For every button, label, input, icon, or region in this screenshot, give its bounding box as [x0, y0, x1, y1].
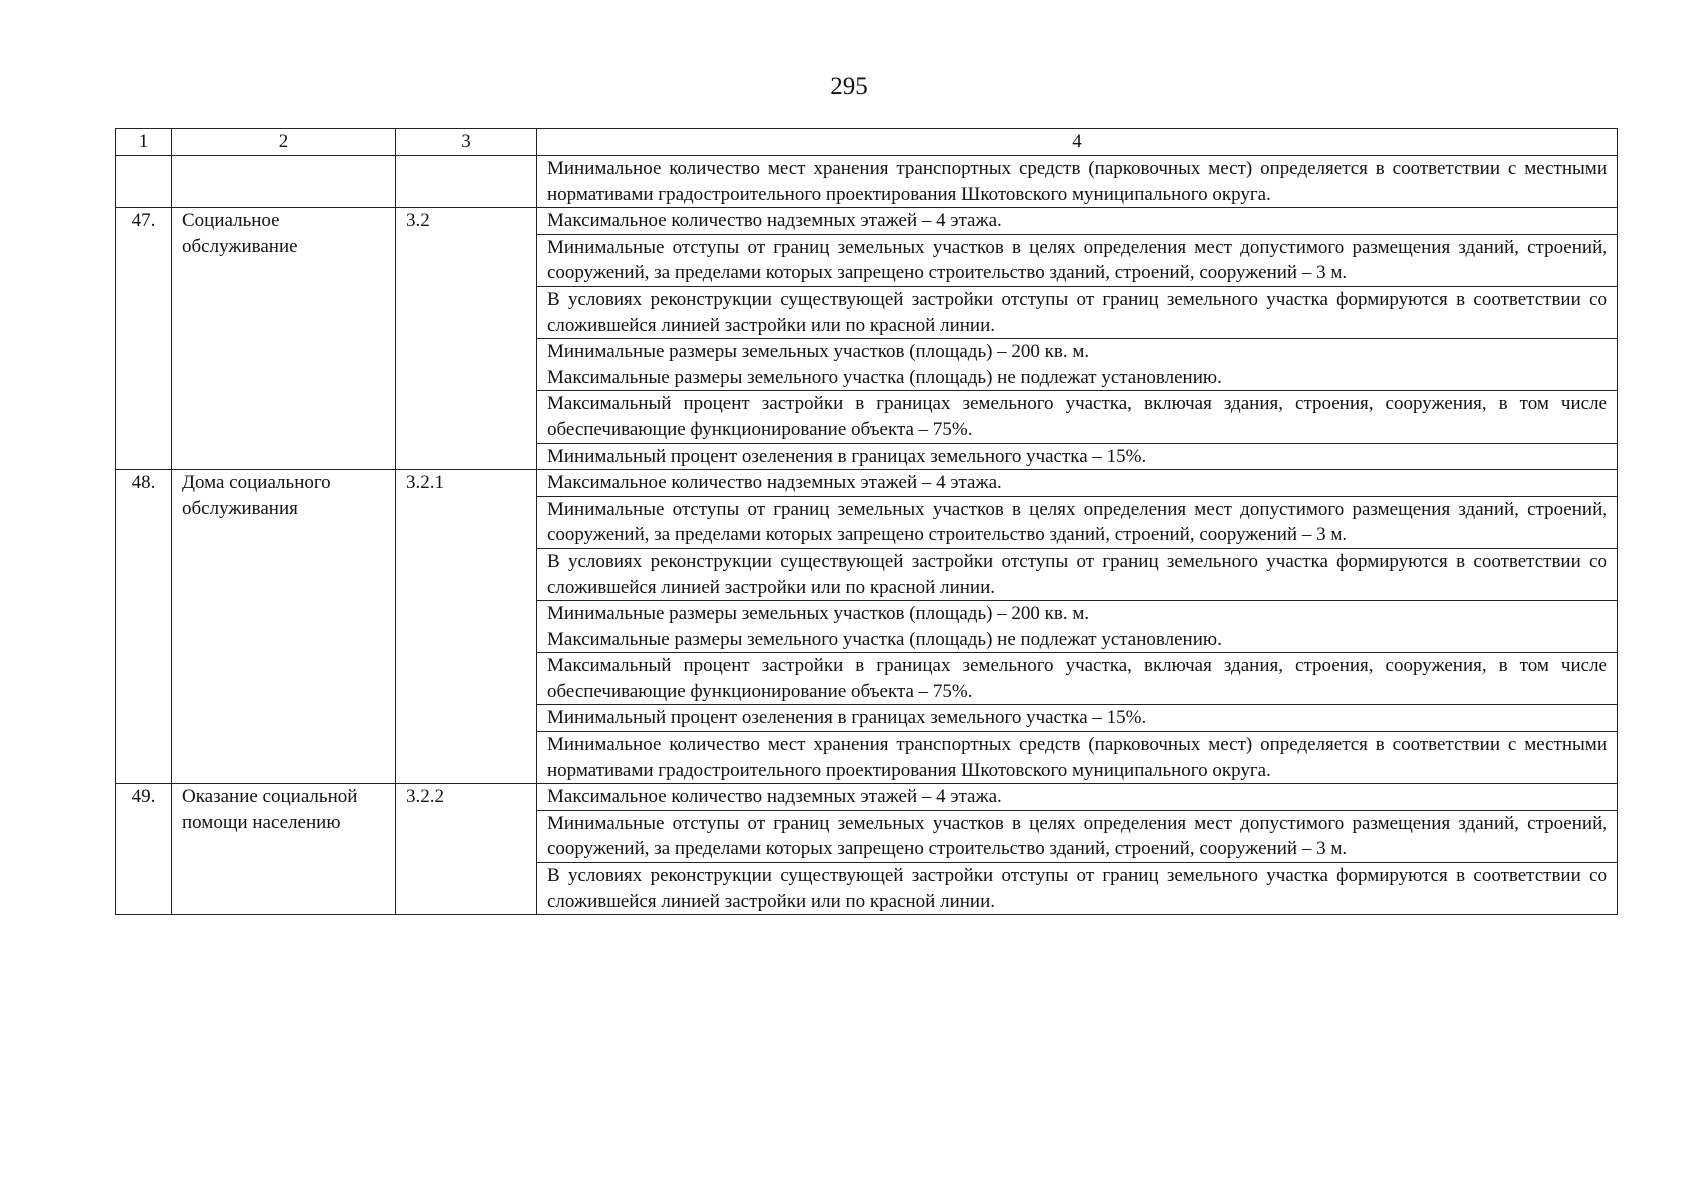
parameter-cell: Максимальное количество надземных этажей – 4 этажа. [537, 208, 1618, 235]
column-header-4: 4 [537, 129, 1618, 156]
page-number: 295 [830, 73, 868, 100]
continuation-code-cell [396, 156, 537, 208]
parameter-cell: Минимальное количество мест хранения транспортных средств (парковочных мест) определяется в соответствии с местными нормативами градостроительного проектирования Шкотовского муниципального округа. [537, 732, 1618, 784]
use-type-code: 3.2.2 [396, 784, 537, 915]
parameter-cell: Минимальные отступы от границ земельных участков в целях определения мест допустимого размещения зданий, строений, сооружений, за пределами которых запрещено строительство зданий, строений, сооружений – 3 м. [537, 234, 1618, 286]
column-header-3: 3 [396, 129, 537, 156]
column-header-1: 1 [116, 129, 172, 156]
parameter-cell: Минимальный процент озеленения в границах земельного участка – 15%. [537, 705, 1618, 732]
parameter-line: Максимальные размеры земельного участка (площадь) не подлежат установлению. [547, 628, 1222, 650]
continuation-num-cell [116, 156, 172, 208]
parameter-cell: Минимальные отступы от границ земельных участков в целях определения мест допустимого размещения зданий, строений, сооружений, за пределами которых запрещено строительство зданий, строений, сооружений – 3 м. [537, 496, 1618, 548]
parameter-line: Минимальные размеры земельных участков (площадь) – 200 кв. м. [547, 341, 1090, 363]
continuation-row [116, 156, 1618, 208]
parameter-cell [537, 339, 1618, 391]
table-row [116, 208, 1618, 235]
header-row [116, 129, 1618, 156]
parameter-cell [537, 601, 1618, 653]
parameter-cell: В условиях реконструкции существующей застройки отступы от границ земельного участка формируются в соответствии со сложившейся линией застройки или по красной линии. [537, 863, 1618, 915]
use-type-name: Дома социального обслуживания [172, 470, 396, 784]
row-number: 49. [116, 784, 172, 915]
use-type-code: 3.2.1 [396, 470, 537, 784]
use-type-name: Оказание социальной помощи населению [172, 784, 396, 915]
table-row [116, 470, 1618, 497]
parameter-cell: Минимальные отступы от границ земельных участков в целях определения мест допустимого размещения зданий, строений, сооружений, за пределами которых запрещено строительство зданий, строений, сооружений – 3 м. [537, 810, 1618, 862]
parameter-line: Минимальные размеры земельных участков (площадь) – 200 кв. м. [547, 603, 1090, 625]
parameter-cell: В условиях реконструкции существующей застройки отступы от границ земельного участка формируются в соответствии со сложившейся линией застройки или по красной линии. [537, 548, 1618, 600]
parameter-cell: Максимальное количество надземных этажей – 4 этажа. [537, 470, 1618, 497]
table-header [116, 129, 1618, 156]
regulations-table [115, 128, 1618, 915]
column-header-2: 2 [172, 129, 396, 156]
table-row [116, 784, 1618, 811]
row-number: 47. [116, 208, 172, 470]
continuation-name-cell [172, 156, 396, 208]
parameter-cell: В условиях реконструкции существующей застройки отступы от границ земельного участка формируются в соответствии со сложившейся линией застройки или по красной линии. [537, 286, 1618, 338]
parameter-cell: Максимальный процент застройки в границах земельного участка, включая здания, строения, сооружения, в том числе обеспечивающие функционирование объекта – 75%. [537, 653, 1618, 705]
continuation-description-cell: Минимальное количество мест хранения транспортных средств (парковочных мест) определяется в соответствии с местными нормативами градостроительного проектирования Шкотовского муниципального округа. [537, 156, 1618, 208]
parameter-line: Максимальные размеры земельного участка (площадь) не подлежат установлению. [547, 366, 1222, 388]
use-type-name: Социальное обслуживание [172, 208, 396, 470]
row-number: 48. [116, 470, 172, 784]
parameter-cell: Максимальный процент застройки в границах земельного участка, включая здания, строения, сооружения, в том числе обеспечивающие функционирование объекта – 75%. [537, 391, 1618, 443]
parameter-cell: Максимальное количество надземных этажей – 4 этажа. [537, 784, 1618, 811]
parameter-cell: Минимальный процент озеленения в границах земельного участка – 15%. [537, 443, 1618, 470]
table-body [116, 156, 1618, 915]
use-type-code: 3.2 [396, 208, 537, 470]
